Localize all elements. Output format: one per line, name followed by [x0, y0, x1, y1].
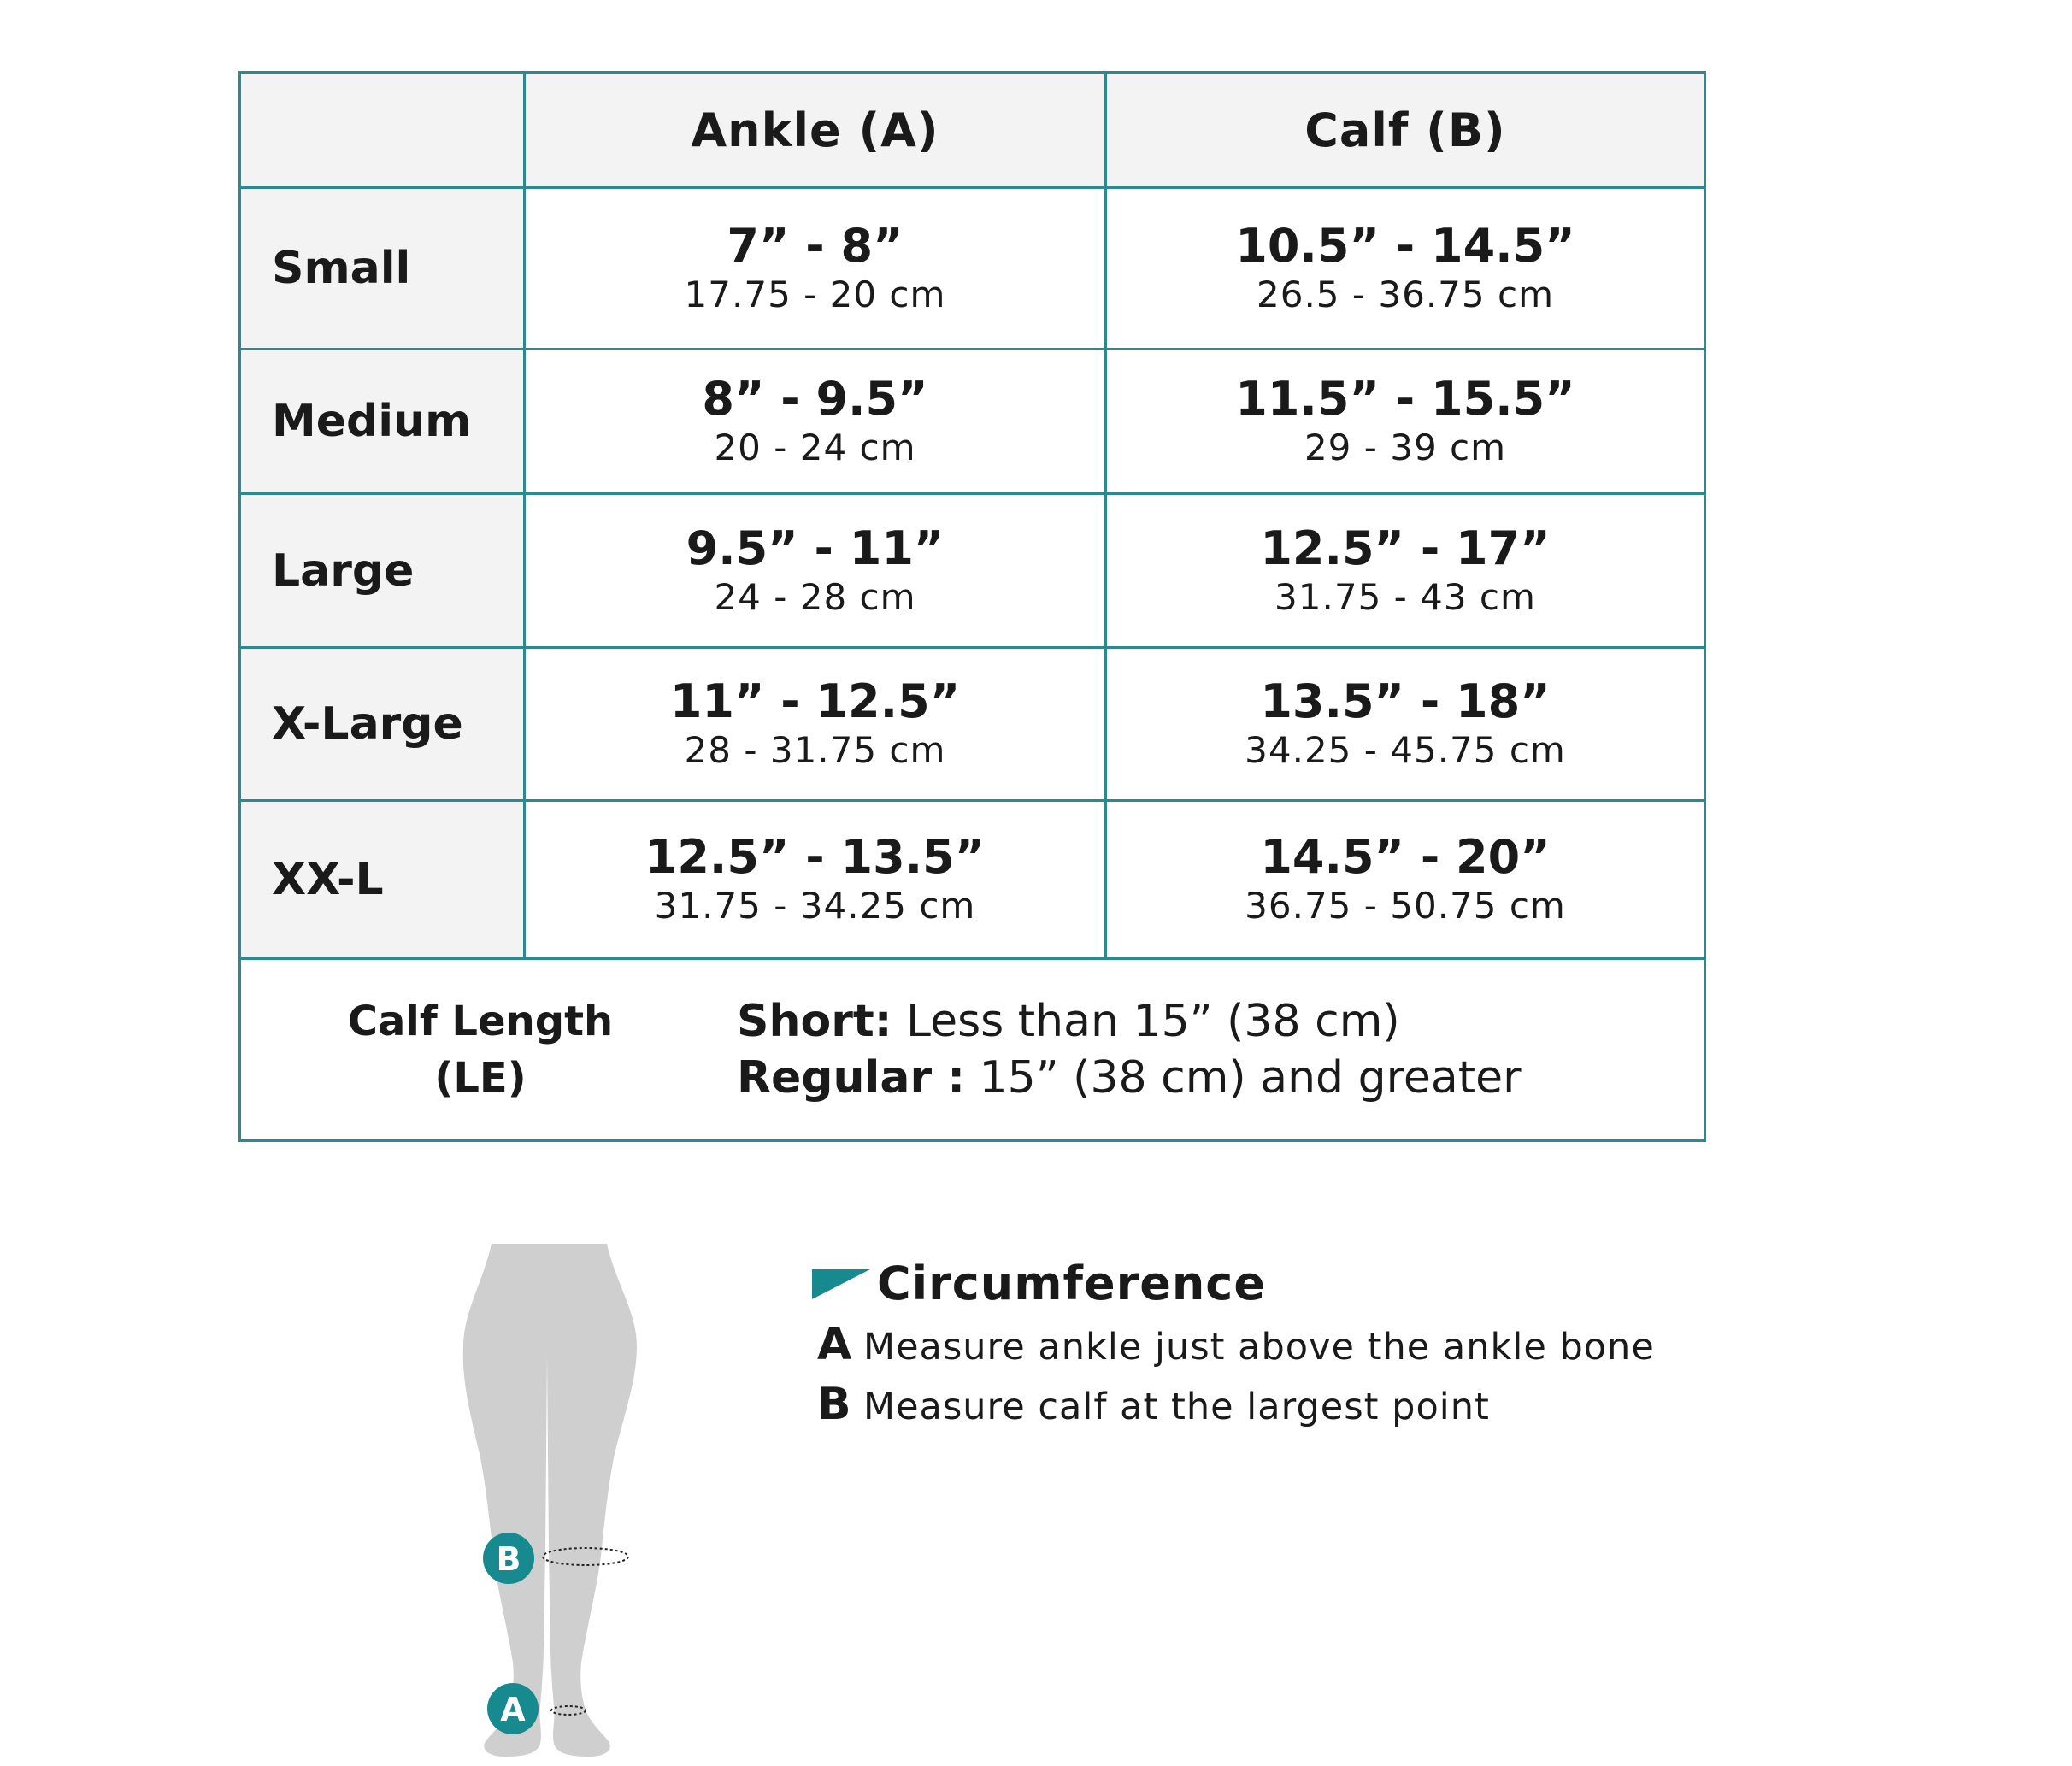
short-text: Less than 15” (38 cm) — [892, 996, 1400, 1047]
calf-range-cell — [1106, 494, 1705, 648]
legs-illustration — [462, 1244, 658, 1766]
ankle-range-cm: 20 - 24 cm — [714, 427, 916, 468]
size-label-medium: Medium — [240, 350, 525, 494]
calf-range-inches: 10.5” - 14.5” — [1235, 219, 1575, 273]
ankle-range-inches: 11” - 12.5” — [669, 674, 961, 728]
calf-length-cell — [240, 959, 1705, 1141]
calf-range-cm: 34.25 - 45.75 cm — [1245, 729, 1566, 771]
calf-range-cell — [1106, 648, 1705, 801]
table-header-row — [240, 73, 1705, 188]
size-label-xx-l: XX-L — [240, 801, 525, 959]
calf-length-row — [240, 959, 1705, 1141]
calf-length-short — [737, 993, 1521, 1050]
circumference-heading — [812, 1257, 1655, 1310]
ankle-range-cm: 31.75 - 34.25 cm — [654, 885, 976, 927]
circumference-item-a — [812, 1319, 1655, 1370]
ankle-range-cell — [525, 350, 1106, 494]
circumference-letter-a: A — [817, 1319, 852, 1370]
calf-range-cm: 26.5 - 36.75 cm — [1257, 274, 1554, 315]
ankle-range-cm: 24 - 28 cm — [714, 575, 916, 618]
calf-range-cm: 36.75 - 50.75 cm — [1245, 885, 1566, 927]
table-row — [240, 188, 1705, 350]
table-row — [240, 494, 1705, 648]
ankle-range-cell — [525, 188, 1106, 350]
circumference-legend — [812, 1257, 1655, 1430]
marker-b-label: B — [496, 1540, 521, 1578]
ankle-range-inches: 8” - 9.5” — [702, 372, 928, 426]
header-blank-cell — [240, 73, 525, 188]
header-calf: Calf (B) — [1106, 73, 1705, 188]
marker-a-label: A — [500, 1691, 526, 1728]
ankle-range-inches: 7” - 8” — [727, 219, 904, 273]
circumference-letter-b: B — [817, 1379, 851, 1430]
circumference-title: Circumference — [877, 1257, 1266, 1310]
ankle-range-inches: 9.5” - 11” — [686, 521, 945, 575]
short-label: Short: — [737, 996, 892, 1047]
calf-range-cell — [1106, 188, 1705, 350]
calf-range-cm: 31.75 - 43 cm — [1274, 575, 1536, 618]
size-label-large: Large — [240, 494, 525, 648]
size-chart-table — [238, 71, 1706, 1142]
ankle-range-cm: 17.75 - 20 cm — [684, 274, 946, 315]
calf-range-inches: 11.5” - 15.5” — [1235, 372, 1575, 426]
circumference-text-a: Measure ankle just above the ankle bone — [863, 1326, 1655, 1369]
calf-range-inches: 13.5” - 18” — [1260, 674, 1551, 728]
ankle-range-cell — [525, 801, 1106, 959]
circumference-item-b — [812, 1379, 1655, 1430]
calf-range-cm: 29 - 39 cm — [1304, 427, 1507, 468]
ankle-range-cell — [525, 494, 1106, 648]
calf-length-regular — [737, 1050, 1521, 1106]
header-ankle: Ankle (A) — [525, 73, 1106, 188]
table-row — [240, 350, 1705, 494]
calf-range-cell — [1106, 801, 1705, 959]
calf-length-title-line1: Calf Length — [347, 998, 614, 1045]
ankle-range-cm: 28 - 31.75 cm — [684, 729, 946, 771]
calf-range-inches: 14.5” - 20” — [1260, 830, 1551, 884]
ankle-range-cell — [525, 648, 1106, 801]
ankle-range-inches: 12.5” - 13.5” — [645, 830, 986, 884]
regular-label: Regular : — [737, 1052, 966, 1104]
calf-length-title-line2: (LE) — [434, 1054, 527, 1102]
size-label-small: Small — [240, 188, 525, 350]
calf-length-title — [241, 993, 720, 1106]
table-row — [240, 648, 1705, 801]
calf-range-inches: 12.5” - 17” — [1260, 521, 1551, 575]
table-row — [240, 801, 1705, 959]
size-label-x-large: X-Large — [240, 648, 525, 801]
regular-text: 15” (38 cm) and greater — [965, 1052, 1522, 1104]
legs-silhouette — [463, 1244, 637, 1757]
calf-length-descriptions — [720, 993, 1521, 1106]
flag-icon — [812, 1267, 872, 1301]
circumference-text-b: Measure calf at the largest point — [863, 1386, 1490, 1428]
calf-range-cell — [1106, 350, 1705, 494]
